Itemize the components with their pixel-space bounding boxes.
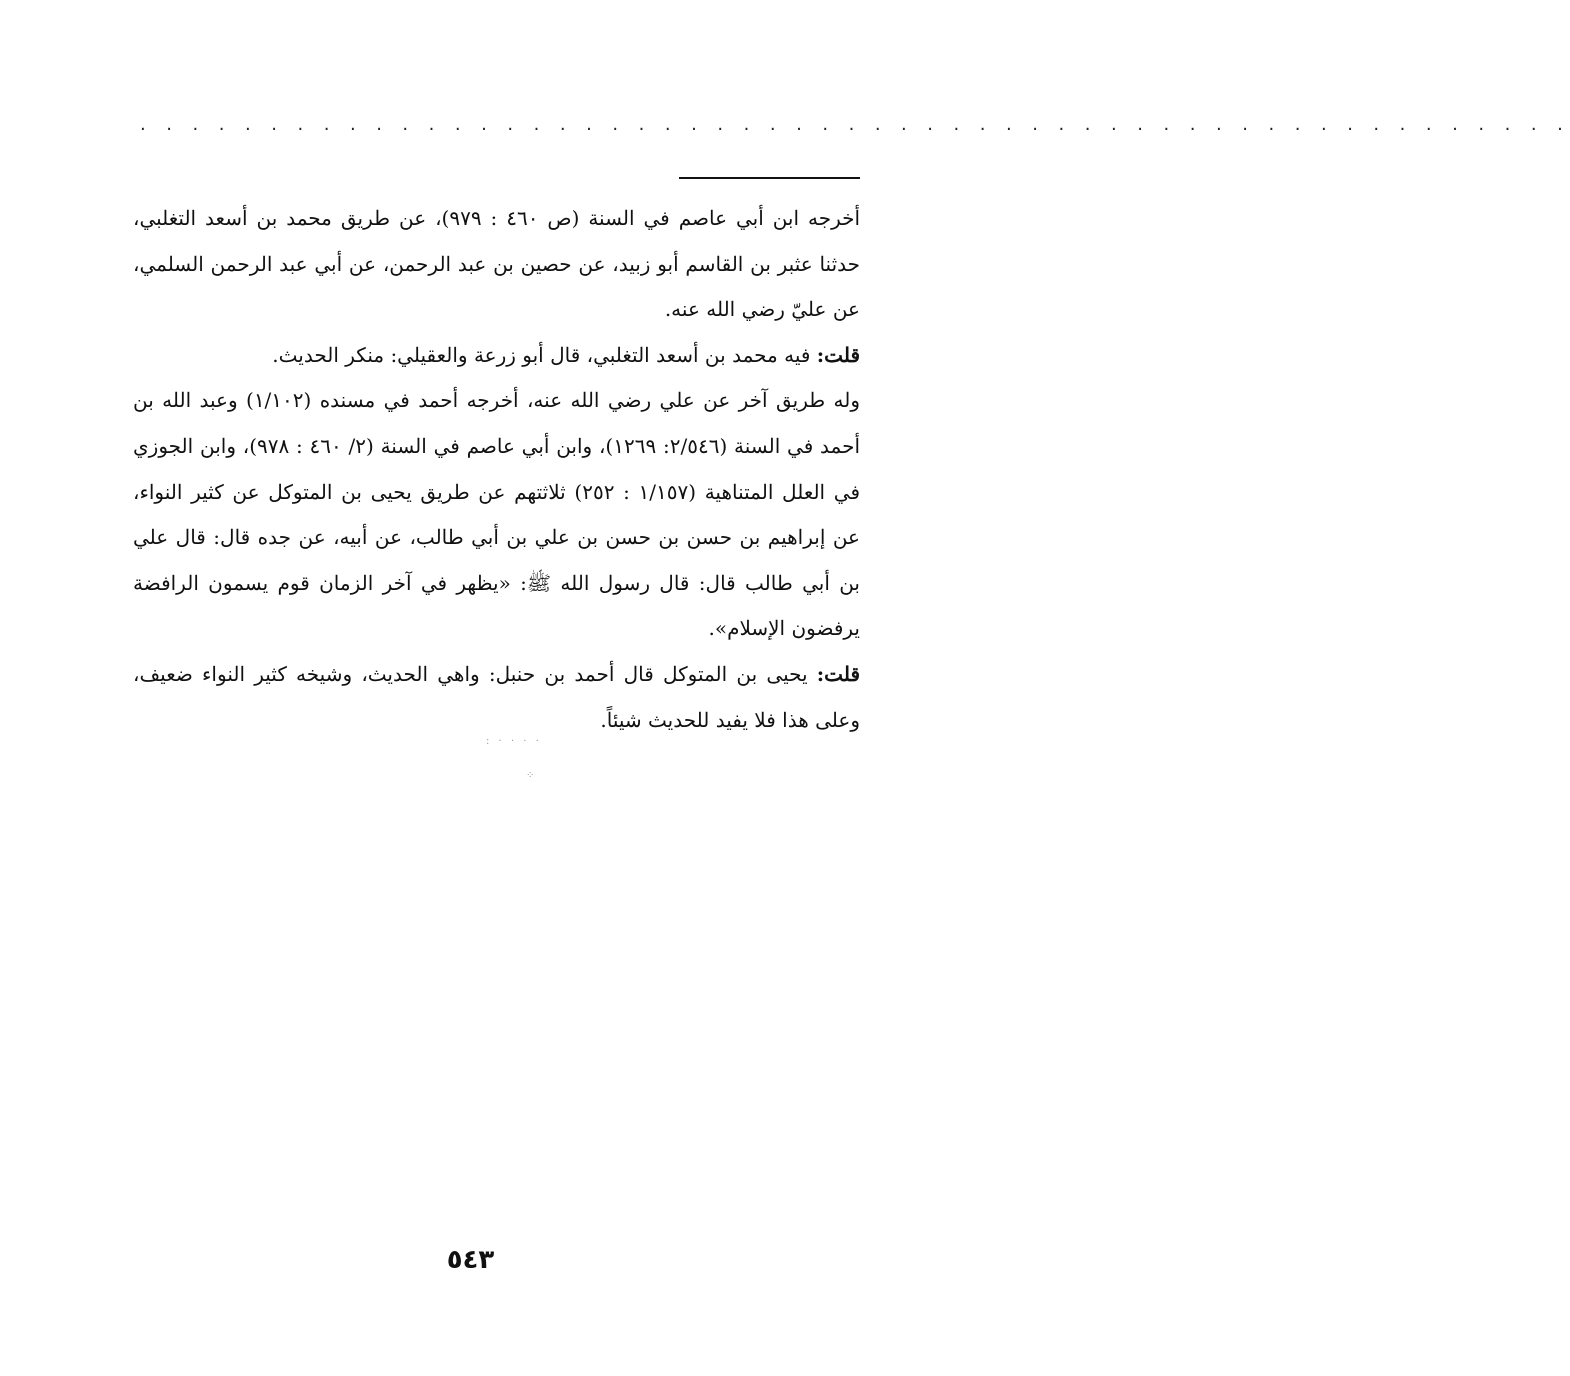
scan-speck: : · · · · [486,736,542,747]
paragraph-4-lead: قلت: [816,661,860,686]
dotted-separator: . . . . . . . . . . . . . . . . . . . . . . . . . . . . . . . . . . . . . . . . . . . . . . . . . . . . . . . [140,114,1570,135]
footnote-rule [679,177,860,179]
paragraph-4-text: يحيى بن المتوكل قال أحمد بن حنبل: واهي الحديث، وشيخه كثير النواء ضعيف، وعلى هذا فلا يفيد للحديث شيئاً. [133,661,860,732]
paragraph-1 [133,196,860,333]
page-number: ٥٤٣ [446,1245,495,1275]
paragraph-1-text: أخرجه ابن أبي عاصم في السنة (ص ٤٦٠ : ٩٧٩)، عن طريق محمد بن أسعد التغلبي، حدثنا عثبر بن القاسم أبو زبيد، عن حصين بن عبد الرحمن، عن أبي عبد الرحمن السلمي، عن عليّ رضي الله عنه. [133,206,861,322]
paragraph-4 [133,652,860,743]
paragraph-3-text: وله طريق آخر عن علي رضي الله عنه، أخرجه أحمد في مسنده (١/١٠٢) وعبد الله بن أحمد في السنة (٢/٥٤٦: ١٢٦٩)، وابن أبي عاصم في السنة (٢/ ٤٦٠ : ٩٧٨)، وابن الجوزي في العلل المتناهية (١/١٥٧ : ٢٥٢) ثلاثتهم عن طريق يحيى بن المتوكل عن كثير النواء، عن إبراهيم بن حسن بن حسن بن علي بن أبي طالب، عن أبيه، عن جده قال: قال علي بن أبي طالب قال: قال رسول الله ﷺ: «يظهر في آخر الزمان قوم يسمون الرافضة يرفضون الإسلام». [133,388,861,641]
scan-speck: ⁘ [526,770,538,781]
footnote-text [133,196,860,743]
paragraph-2-lead: قلت: [816,342,860,367]
paragraph-2 [133,333,860,379]
paragraph-3 [133,378,860,652]
paragraph-2-text: فيه محمد بن أسعد التغلبي، قال أبو زرعة والعقيلي: منكر الحديث. [272,342,817,367]
